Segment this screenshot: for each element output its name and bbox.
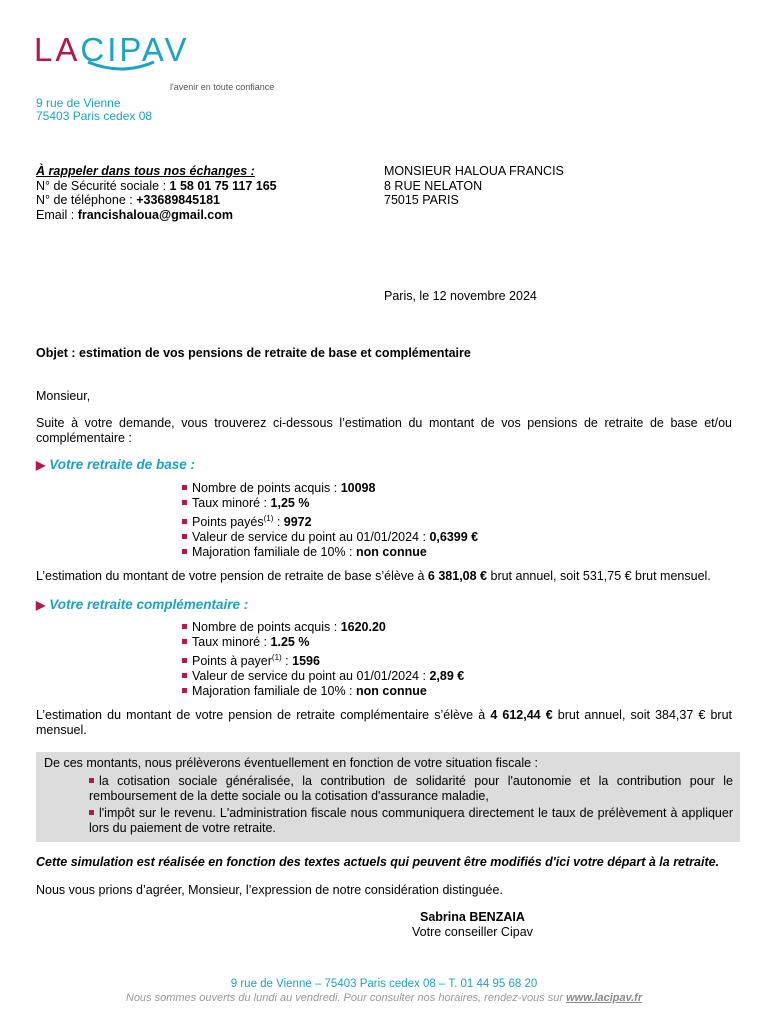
list-item — [182, 530, 478, 545]
phone-value: +33689845181 — [136, 193, 220, 207]
square-bullet-icon — [182, 658, 187, 663]
recipient-city: 75015 PARIS — [384, 193, 459, 207]
square-bullet-icon — [89, 810, 94, 815]
base-details-list — [182, 481, 478, 560]
estimation-text: brut annuel, soit 531,75 € brut mensuel. — [487, 569, 711, 583]
email-line — [36, 208, 277, 223]
square-bullet-icon — [182, 519, 187, 524]
item-value: 1.25 % — [270, 635, 310, 649]
estimation-text: L’estimation du montant de votre pension de retraite complémentaire s’élève à — [36, 708, 491, 722]
deductions-intro: De ces montants, nous prélèverons éventuellement en fonction de votre situation fiscale : — [44, 756, 539, 770]
item-label: Taux minoré : — [192, 635, 271, 649]
intro-paragraph: Suite à votre demande, vous trouverez ci-dessous l’estimation du montant de vos pensions de retraite de base et/ou complémentaire : — [36, 416, 732, 445]
footer-hours — [0, 992, 768, 1004]
item-sep: : — [281, 654, 293, 669]
deduction-item — [89, 774, 733, 803]
complementaire-details-list — [182, 620, 464, 699]
item-label: Taux minoré : — [192, 496, 271, 510]
sender-city: 75403 Paris cedex 08 — [36, 109, 153, 123]
list-item — [182, 669, 464, 684]
estimation-text: L’estimation du montant de votre pension de retraite de base s’élève à — [36, 569, 428, 583]
item-label: Nombre de points acquis : — [192, 620, 341, 634]
square-bullet-icon — [182, 534, 187, 539]
list-item — [182, 496, 478, 511]
complementaire-estimation — [36, 708, 732, 737]
item-value: 1,25 % — [270, 496, 310, 510]
website-link[interactable]: www.lacipav.fr — [566, 992, 643, 1004]
secu-line — [36, 179, 277, 194]
section-complementaire-label: Votre retraite complémentaire : — [49, 597, 249, 612]
deduction-text: la cotisation sociale généralisée, la contribution de solidarité pour l'autonomie et la contribution pour le remboursement de la dette sociale ou la cotisation d'assurance maladie, — [89, 774, 733, 803]
item-value: 0,6399 € — [429, 530, 479, 545]
cipav-logo — [34, 31, 275, 94]
square-bullet-icon — [89, 778, 94, 783]
item-label: Valeur de service du point au 01/01/2024 : — [192, 669, 430, 684]
footer-hours-text: Nous sommes ouverts du lundi au vendredi. Pour consulter nos horaires, rendez-vous sur — [125, 992, 567, 1004]
item-sep: : — [273, 515, 284, 530]
estimation-amount: 6 381,08 € — [427, 569, 488, 583]
list-item — [182, 684, 464, 699]
base-estimation — [36, 569, 732, 584]
footnote-ref: (1) — [271, 653, 282, 662]
sender-address — [36, 97, 152, 123]
secu-label: N° de Sécurité sociale : — [36, 178, 170, 193]
square-bullet-icon — [182, 485, 187, 490]
item-value: 1620.20 — [340, 620, 386, 634]
item-value: 10098 — [340, 481, 376, 495]
square-bullet-icon — [182, 500, 187, 505]
recipient-name: MONSIEUR HALOUA FRANCIS — [384, 164, 564, 178]
letter-date: Paris, le 12 novembre 2024 — [384, 289, 537, 303]
list-item — [182, 545, 478, 560]
letter-object: Objet : estimation de vos pensions de retraite de base et complémentaire — [36, 346, 471, 360]
signature-block — [412, 910, 533, 940]
recipient-address — [384, 164, 564, 208]
triangle-right-icon: ▶ — [36, 598, 46, 612]
item-label: Valeur de service du point au 01/01/2024 : — [192, 530, 430, 545]
triangle-right-icon: ▶ — [36, 458, 46, 472]
item-label: Nombre de points acquis : — [192, 481, 341, 495]
list-item — [182, 650, 464, 669]
list-item — [182, 481, 478, 496]
item-label: Points à payer — [192, 654, 272, 669]
signatory-role: Votre conseiller Cipav — [412, 925, 533, 939]
email-value[interactable]: francishaloua@gmail.com — [77, 207, 233, 222]
item-value: 9972 — [283, 515, 312, 530]
simulation-disclaimer: Cette simulation est réalisée en fonction des textes actuels qui peuvent être modifiés d'ici votre départ à la retraite. — [36, 855, 720, 869]
footnote-ref: (1) — [263, 514, 274, 523]
section-base-title — [36, 457, 195, 472]
item-label: Majoration familiale de 10% : — [192, 684, 356, 699]
estimation-text: brut annuel, soit 384,37 € brut mensuel. — [36, 708, 733, 737]
logo-part-la: LA — [34, 31, 81, 68]
logo-swoosh-icon — [86, 60, 156, 74]
logo-tagline: l'avenir en toute confiance — [170, 82, 275, 92]
square-bullet-icon — [182, 549, 187, 554]
square-bullet-icon — [182, 688, 187, 693]
section-base-label: Votre retraite de base : — [49, 457, 196, 472]
list-item — [182, 620, 464, 635]
section-complementaire-title — [36, 597, 248, 612]
phone-line — [36, 193, 277, 208]
closing-formula: Nous vous prions d’agréer, Monsieur, l’expression de notre considération distinguée. — [36, 883, 503, 897]
deductions-box — [36, 752, 740, 842]
footer-address: 9 rue de Vienne – 75403 Paris cedex 08 – T. 01 44 95 68 20 — [230, 978, 538, 990]
list-item — [182, 635, 464, 650]
square-bullet-icon — [182, 639, 187, 644]
square-bullet-icon — [182, 624, 187, 629]
item-label: Majoration familiale de 10% : — [192, 545, 356, 560]
deduction-item — [89, 806, 733, 835]
estimation-amount: 4 612,44 € — [490, 708, 553, 722]
list-item — [182, 511, 478, 530]
item-value: non connue — [355, 684, 427, 699]
logo-part-cipav: CIPAV — [80, 31, 190, 68]
reference-block — [36, 164, 277, 222]
greeting: Monsieur, — [36, 389, 91, 403]
item-value: non connue — [355, 545, 427, 560]
recipient-street: 8 RUE NELATON — [384, 178, 483, 193]
item-label: Points payés — [192, 515, 264, 530]
item-value: 1596 — [292, 654, 320, 669]
deduction-text: l'impôt sur le revenu. L'administration fiscale nous communiquera directement le taux de prélèvement à appliquer lors du paiement de votre retraite. — [89, 806, 733, 835]
square-bullet-icon — [182, 673, 187, 678]
phone-label: N° de téléphone : — [36, 193, 137, 207]
secu-value: 1 58 01 75 117 165 — [169, 178, 277, 193]
signatory-name: Sabrina BENZAIA — [420, 910, 525, 924]
item-value: 2,89 € — [429, 669, 465, 684]
email-label: Email : — [36, 207, 78, 222]
reference-heading: À rappeler dans tous nos échanges : — [36, 164, 255, 178]
sender-street: 9 rue de Vienne — [36, 96, 121, 110]
